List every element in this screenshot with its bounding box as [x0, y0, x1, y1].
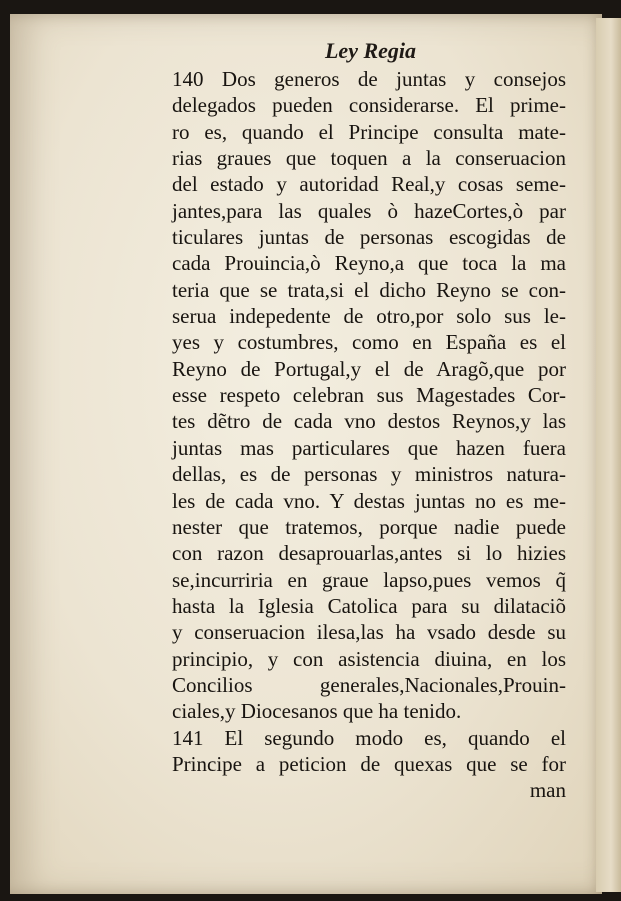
next-page-edge — [596, 18, 621, 892]
text-line: rias graues que toquen a la conseruacion — [172, 146, 566, 171]
text-line: 141 El segundo modo es, quando el — [172, 725, 566, 750]
text-line: tes dẽtro de cada vno destos Reynos,y las — [172, 409, 566, 434]
body-text — [172, 66, 566, 804]
text-line: dellas, es de personas y ministros natura- — [172, 462, 566, 487]
text-line: 140 Dos generos de juntas y consejos — [172, 67, 566, 91]
text-line: Reyno de Portugal,y el de Aragõ,que por — [172, 356, 566, 381]
text-line: ciales,y Diocesanos que ha tenido. — [172, 699, 462, 724]
text-line: teria que se trata,si el dicho Reyno se con- — [172, 277, 566, 302]
text-line: con razon desaprouarlas,antes si lo hizies — [172, 541, 566, 566]
text-line: principio, y con asistencia diuina, en los — [172, 646, 566, 671]
text-line: cada Prouincia,ò Reyno,a que toca la ma — [172, 251, 566, 276]
text-line: jantes,para las quales ò hazeCortes,ò par — [172, 198, 566, 223]
text-line: serua indepedente de otro,por solo sus le- — [172, 304, 566, 329]
text-line: se,incurriria en graue lapso,pues vemos q̃ — [172, 567, 566, 592]
text-line: yes y costumbres, como en España es el — [172, 330, 566, 355]
text-line: les de cada vno. Y destas juntas no es me- — [172, 488, 566, 513]
text-line: delegados pueden considerarse. El prime- — [172, 93, 566, 118]
text-line: esse respeto celebran sus Magestades Cor- — [172, 383, 566, 408]
text-line: ro es, quando el Principe consulta mate- — [172, 119, 566, 144]
text-line: nester que tratemos, porque nadie puede — [172, 514, 566, 539]
text-line: Concilios generales,Nacionales,Prouin- — [172, 672, 566, 697]
text-line: Principe a peticion de quexas que se for — [172, 751, 566, 776]
catchword: man — [529, 778, 566, 803]
text-line: del estado y autoridad Real,y cosas seme- — [172, 172, 566, 197]
text-line: hasta la Iglesia Catolica para su dilataciõ — [172, 593, 566, 618]
text-line: juntas mas particulares que hazen fuera — [172, 435, 566, 460]
text-line: ticulares juntas de personas escogidas de — [172, 225, 566, 250]
text-line: y conseruacion ilesa,las ha vsado desde su — [172, 620, 566, 645]
running-header: Ley Regia — [324, 38, 417, 63]
